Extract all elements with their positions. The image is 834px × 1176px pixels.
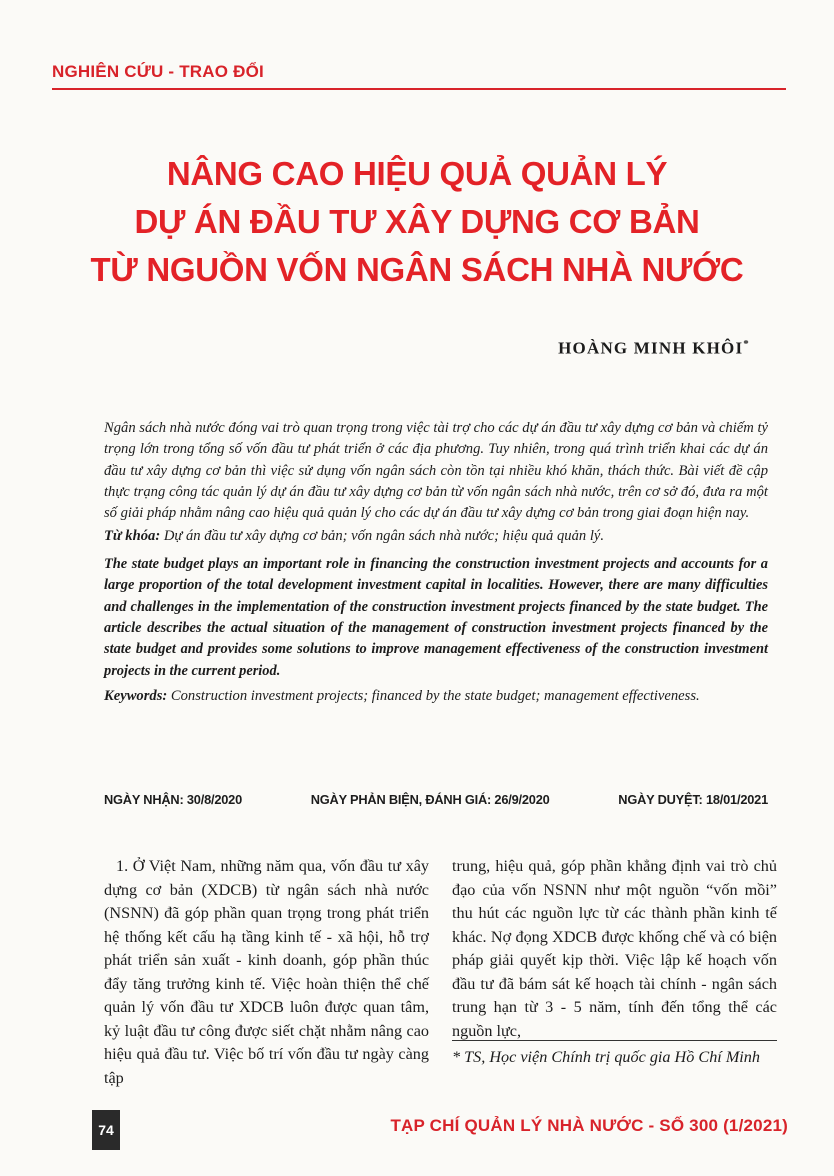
section-label: NGHIÊN CỨU - TRAO ĐỔI xyxy=(52,62,264,81)
title-line-2: DỰ ÁN ĐẦU TƯ XÂY DỰNG CƠ BẢN xyxy=(134,203,700,240)
keywords-vietnamese xyxy=(104,526,768,547)
body-column-right xyxy=(452,855,777,1043)
abstract-english: The state budget plays an important role in financing the construction investment projects and accounts for a large proportion of the total development investment capital in localities. However, there are many difficulties and challenges in the implementation of the construction investment projects financed by the state budget. The article describes the actual situation of the management of construction investment projects financed by the state budget and provides some solutions to improve management effectiveness of the construction investment projects in the current period. xyxy=(104,555,768,679)
author-footnote: * TS, Học viện Chính trị quốc gia Hồ Chí Minh xyxy=(452,1048,760,1066)
abstract xyxy=(104,418,768,708)
page-number: 74 xyxy=(92,1110,120,1150)
abstract-vietnamese: Ngân sách nhà nước đóng vai trò quan trọng trong việc tài trợ cho các dự án đầu tư xây dựng cơ bản và chiếm tỷ trọng lớn trong tổng số vốn đầu tư phát triển ở các địa phương. Tuy nhiên, trong quá trình triển khai các dự án đầu tư xây dựng cơ bản thì việc sử dụng vốn ngân sách còn tồn tại nhiều khó khăn, thách thức. Bài viết đề cập thực trạng công tác quản lý dự án đầu tư xây dựng cơ bản từ vốn ngân sách nhà nước, trên cơ sở đó, đưa ra một số giải pháp nhằm nâng cao hiệu quả quản lý cho các dự án đầu tư xây dựng cơ bản trong giai đoạn hiện nay. xyxy=(104,420,768,522)
article-dates xyxy=(104,792,768,807)
keywords-english xyxy=(104,686,768,707)
keywords-en-label: Keywords: xyxy=(104,688,168,705)
author-footnote-mark: * xyxy=(743,338,750,350)
title-line-3: TỪ NGUỒN VỐN NGÂN SÁCH NHÀ NƯỚC xyxy=(90,251,744,288)
journal-name: TẠP CHÍ QUẢN LÝ NHÀ NƯỚC - SỐ 300 (1/2021) xyxy=(390,1116,788,1135)
author-name: HOÀNG MINH KHÔI xyxy=(558,338,744,358)
author xyxy=(558,338,750,359)
keywords-en-text: Construction investment projects; financed by the state budget; management effectiveness. xyxy=(170,688,700,705)
title-line-1: NÂNG CAO HIỆU QUẢ QUẢN LÝ xyxy=(166,155,668,192)
body-paragraph-left: 1. Ở Việt Nam, những năm qua, vốn đầu tư xây dựng cơ bản (XDCB) từ ngân sách nhà nước (NSNN) đã góp phần quan trọng trong phát triển hệ thống kết cấu hạ tầng kinh tế - xã hội, hỗ trợ phát triển sản xuất - kinh doanh, góp phần thúc đẩy tăng trưởng kinh tế. Việc hoàn thiện thể chế quản lý vốn đầu tư XDCB luôn được quan tâm, kỷ luật đầu tư công được siết chặt nhằm nâng cao hiệu quả đầu tư. Việc bố trí vốn đầu tư ngày càng tập xyxy=(104,857,429,1087)
header-rule xyxy=(52,88,786,90)
article-title xyxy=(0,150,834,294)
keywords-vi-text: Dự án đầu tư xây dựng cơ bản; vốn ngân sách nhà nước; hiệu quả quản lý. xyxy=(163,528,605,545)
footnote-divider xyxy=(452,1040,777,1041)
body-paragraph-right: trung, hiệu quả, góp phần khẳng định vai trò chủ đạo của vốn NSNN như một nguồn “vốn mồi” thu hút các nguồn lực từ các thành phần kinh tế khác. Nợ đọng XDCB được khống chế và có biện pháp giải quyết kịp thời. Việc lập kế hoạch vốn đầu tư đã bám sát kế hoạch tài chính - ngân sách trung hạn từ 3 - 5 năm, tính đến tổng thể các nguồn lực, xyxy=(452,857,777,1040)
body-column-left xyxy=(104,855,429,1090)
date-reviewed: NGÀY PHẢN BIỆN, ĐÁNH GIÁ: 26/9/2020 xyxy=(310,792,550,807)
keywords-vi-label: Từ khóa: xyxy=(104,528,161,545)
date-received: NGÀY NHẬN: 30/8/2020 xyxy=(104,792,243,807)
date-approved: NGÀY DUYỆT: 18/01/2021 xyxy=(618,792,768,807)
